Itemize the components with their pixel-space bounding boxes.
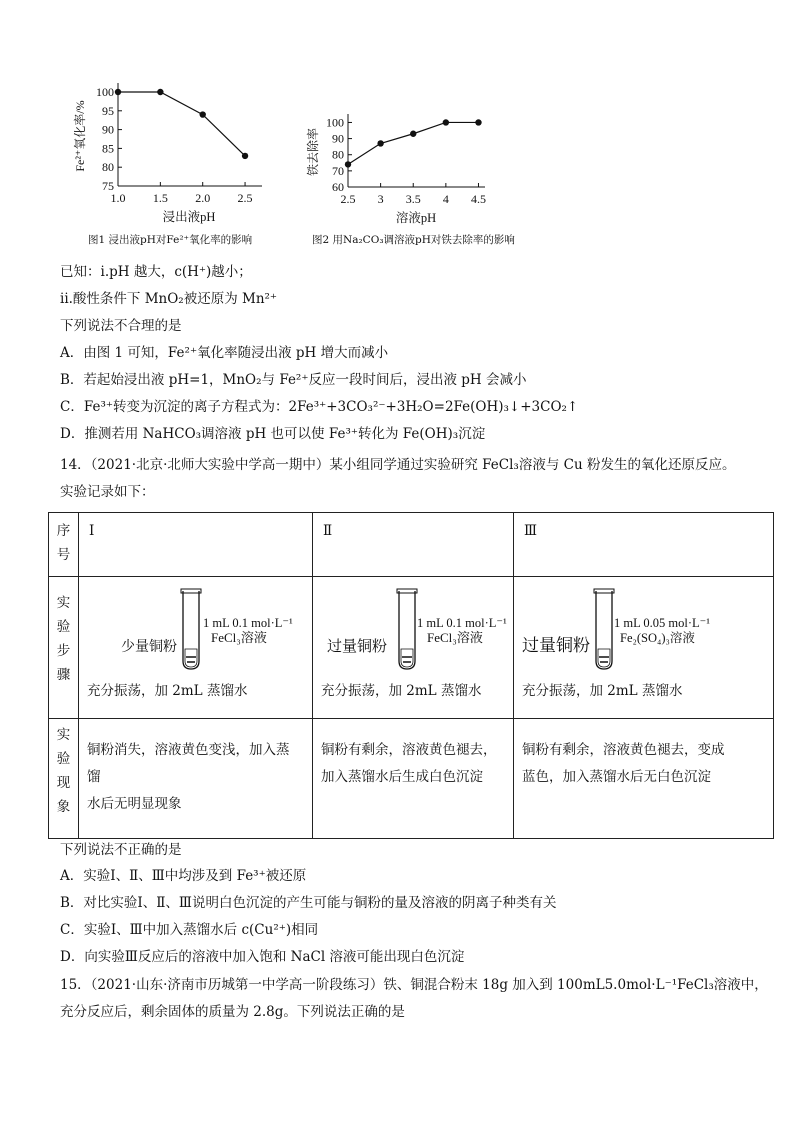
q13-option-a: A．由图 1 可知，Fe²⁺氧化率随浸出液 pH 增大而减小 (60, 345, 389, 361)
header-steps-char: 骤 (56, 667, 71, 683)
test-tube-icon (313, 577, 514, 687)
q15-line-1: 15．（2021·山东·济南市历城第一中学高一阶段练习）铁、铜混合粉末 18g 加入到 100mL5.0mol·L⁻¹FeCl₃溶液中， (60, 977, 768, 993)
q14-option-c: C．实验Ⅰ、Ⅲ中加入蒸馏水后 c(Cu²⁺)相同 (60, 922, 319, 938)
header-phen-char: 象 (56, 799, 71, 815)
figure-1-chart (70, 80, 300, 230)
fig2-data-point (377, 140, 383, 146)
phenomenon-line: 水后无明显现象 (87, 796, 182, 812)
q14-option-a: A．实验Ⅰ、Ⅱ、Ⅲ中均涉及到 Fe³⁺被还原 (60, 868, 307, 884)
figure-1-caption: 图1 浸出液pH对Fe²⁺氧化率的影响 (88, 234, 253, 246)
header-phen-char: 实 (56, 727, 71, 743)
header-phen-char: 验 (56, 751, 71, 767)
q13-stem: 下列说法不合理的是 (60, 318, 182, 334)
fig2-data-point (475, 119, 481, 125)
fig1-xtick-label: 2.5 (237, 191, 253, 205)
step3-action: 充分振荡，加 2mL 蒸馏水 (522, 683, 683, 699)
phenomenon-line: 铜粉消失，溶液黄色变浅，加入蒸馏 (87, 742, 290, 785)
step2-powder-label: 过量铜粉 (327, 639, 388, 655)
fig2-xlabel: 溶液pH (395, 211, 437, 225)
step2-solution-conc: 1 mL 0.1 mol·L⁻¹ (417, 616, 507, 630)
step2-action: 充分振荡，加 2mL 蒸馏水 (321, 683, 482, 699)
q13-known-1: 已知：i.pH 越大，c(H⁺)越小； (60, 264, 252, 280)
phenomenon-line: 铜粉有剩余，溶液黄色褪去， (321, 742, 497, 758)
fig2-ytick-label: 70 (332, 163, 344, 178)
fig2-data-point (410, 131, 416, 137)
phenomenon-line: 蓝色，加入蒸馏水后无白色沉淀 (522, 769, 711, 785)
header-seq-char: 序 (56, 523, 71, 539)
step1-powder-label: 少量铜粉 (121, 640, 177, 655)
step-cell-3 (514, 577, 774, 719)
col-header-3: Ⅲ (514, 513, 774, 577)
header-steps-char: 验 (56, 619, 71, 635)
fig1-data-point (115, 89, 121, 95)
q14-option-d: D．向实验Ⅲ反应后的溶液中加入饱和 NaCl 溶液可能出现白色沉淀 (60, 949, 465, 965)
step-cell-1 (79, 577, 313, 719)
step1-action: 充分振荡，加 2mL 蒸馏水 (87, 683, 248, 699)
phenomenon-cell-1 (79, 719, 313, 839)
fig1-ytick-label: 100 (96, 85, 114, 99)
fig2-xtick-label: 4.5 (470, 192, 486, 206)
phenomenon-line: 铜粉有剩余，溶液黄色褪去，变成 (522, 742, 725, 758)
fig1-xtick-label: 2.0 (195, 191, 211, 205)
fig1-data-point (200, 111, 206, 117)
header-seq (49, 513, 79, 577)
fig1-ytick-label: 95 (102, 103, 114, 118)
fig1-ytick-label: 80 (102, 160, 114, 175)
phenomenon-cell-2 (313, 719, 514, 839)
figure-2-caption: 图2 用Na₂CO₃调溶液pH对铁去除率的影响 (312, 234, 515, 246)
header-steps-char: 实 (56, 595, 71, 611)
table-row-phenomena (49, 719, 774, 839)
q14-option-b: B．对比实验Ⅰ、Ⅱ、Ⅲ说明白色沉淀的产生可能与铜粉的量及溶液的阴离子种类有关 (60, 895, 557, 911)
fig1-ytick-label: 75 (102, 179, 114, 193)
fig2-ytick-label: 80 (332, 147, 344, 162)
fig1-xtick-label: 1.5 (152, 191, 168, 205)
experiment-table (48, 512, 774, 839)
fig2-xtick-label: 4 (442, 192, 449, 206)
q13-known-2: ii.酸性条件下 MnO₂被还原为 Mn²⁺ (60, 291, 278, 307)
header-phen-char: 现 (56, 775, 71, 791)
test-tube-icon (79, 577, 313, 687)
figure-2-chart (300, 110, 500, 230)
fig1-ylabel: Fe²⁺氧化率/% (73, 100, 87, 172)
step1-solution-name: FeCl₃溶液 (211, 630, 267, 645)
step3-solution-conc: 1 mL 0.05 mol·L⁻¹ (614, 616, 710, 630)
step-cell-2 (313, 577, 514, 719)
fig2-ytick-label: 100 (326, 115, 344, 130)
step2-solution-name: FeCl₃溶液 (427, 630, 483, 645)
fig2-ytick-label: 90 (332, 131, 344, 146)
fig1-ytick-label: 90 (102, 122, 114, 137)
q14-title: 14．（2021·北京·北师大实验中学高一期中）某小组同学通过实验研究 FeCl₃溶液与 Cu 粉发生的氧化还原反应。 (60, 457, 736, 473)
fig2-ytick-label: 60 (332, 180, 344, 194)
header-steps-char: 步 (56, 643, 71, 659)
q14-intro: 实验记录如下： (60, 484, 155, 500)
table-row-steps (49, 577, 774, 719)
fig2-ylabel: 铁去除率 (306, 127, 320, 177)
step3-solution-name: Fe₂(SO₄)₃溶液 (620, 631, 695, 645)
fig2-series-line (348, 122, 478, 164)
q15-line-2: 充分反应后，剩余固体的质量为 2.8g。下列说法正确的是 (60, 1004, 405, 1020)
fig1-data-point (157, 89, 163, 95)
q13-option-d: D．推测若用 NaHCO₃调溶液 pH 也可以使 Fe³⁺转化为 Fe(OH)₃沉淀 (60, 426, 486, 442)
col-header-2: Ⅱ (313, 513, 514, 577)
q13-option-c: C．Fe³⁺转变为沉淀的离子方程式为：2Fe³⁺+3CO₃²⁻+3H₂O=2Fe(OH)₃↓+3CO₂↑ (60, 399, 579, 415)
col-header-1: Ⅰ (79, 513, 313, 577)
header-phenomena (49, 719, 79, 839)
fig2-xtick-label: 3 (377, 192, 384, 206)
fig2-data-point (443, 119, 449, 125)
fig2-xtick-label: 2.5 (340, 192, 356, 206)
q13-option-b: B．若起始浸出液 pH=1，MnO₂与 Fe²⁺反应一段时间后，浸出液 pH 会减小 (60, 372, 527, 388)
header-steps (49, 577, 79, 719)
fig1-series-line (118, 92, 245, 156)
fig2-xtick-label: 3.5 (405, 192, 421, 206)
header-seq-char: 号 (56, 547, 71, 563)
fig1-xtick-label: 1.0 (110, 191, 126, 205)
fig1-xlabel: 浸出液pH (162, 210, 216, 224)
test-tube-icon (514, 577, 774, 687)
fig1-ytick-label: 85 (102, 141, 114, 156)
table-header-row (49, 513, 774, 577)
fig1-data-point (242, 153, 248, 159)
phenomenon-cell-3 (514, 719, 774, 839)
step3-powder-label: 过量铜粉 (522, 636, 590, 655)
phenomenon-line: 加入蒸馏水后生成白色沉淀 (321, 769, 483, 785)
fig2-data-point (345, 161, 351, 167)
q14-stem: 下列说法不正确的是 (60, 842, 182, 858)
step1-solution-conc: 1 mL 0.1 mol·L⁻¹ (203, 616, 293, 630)
